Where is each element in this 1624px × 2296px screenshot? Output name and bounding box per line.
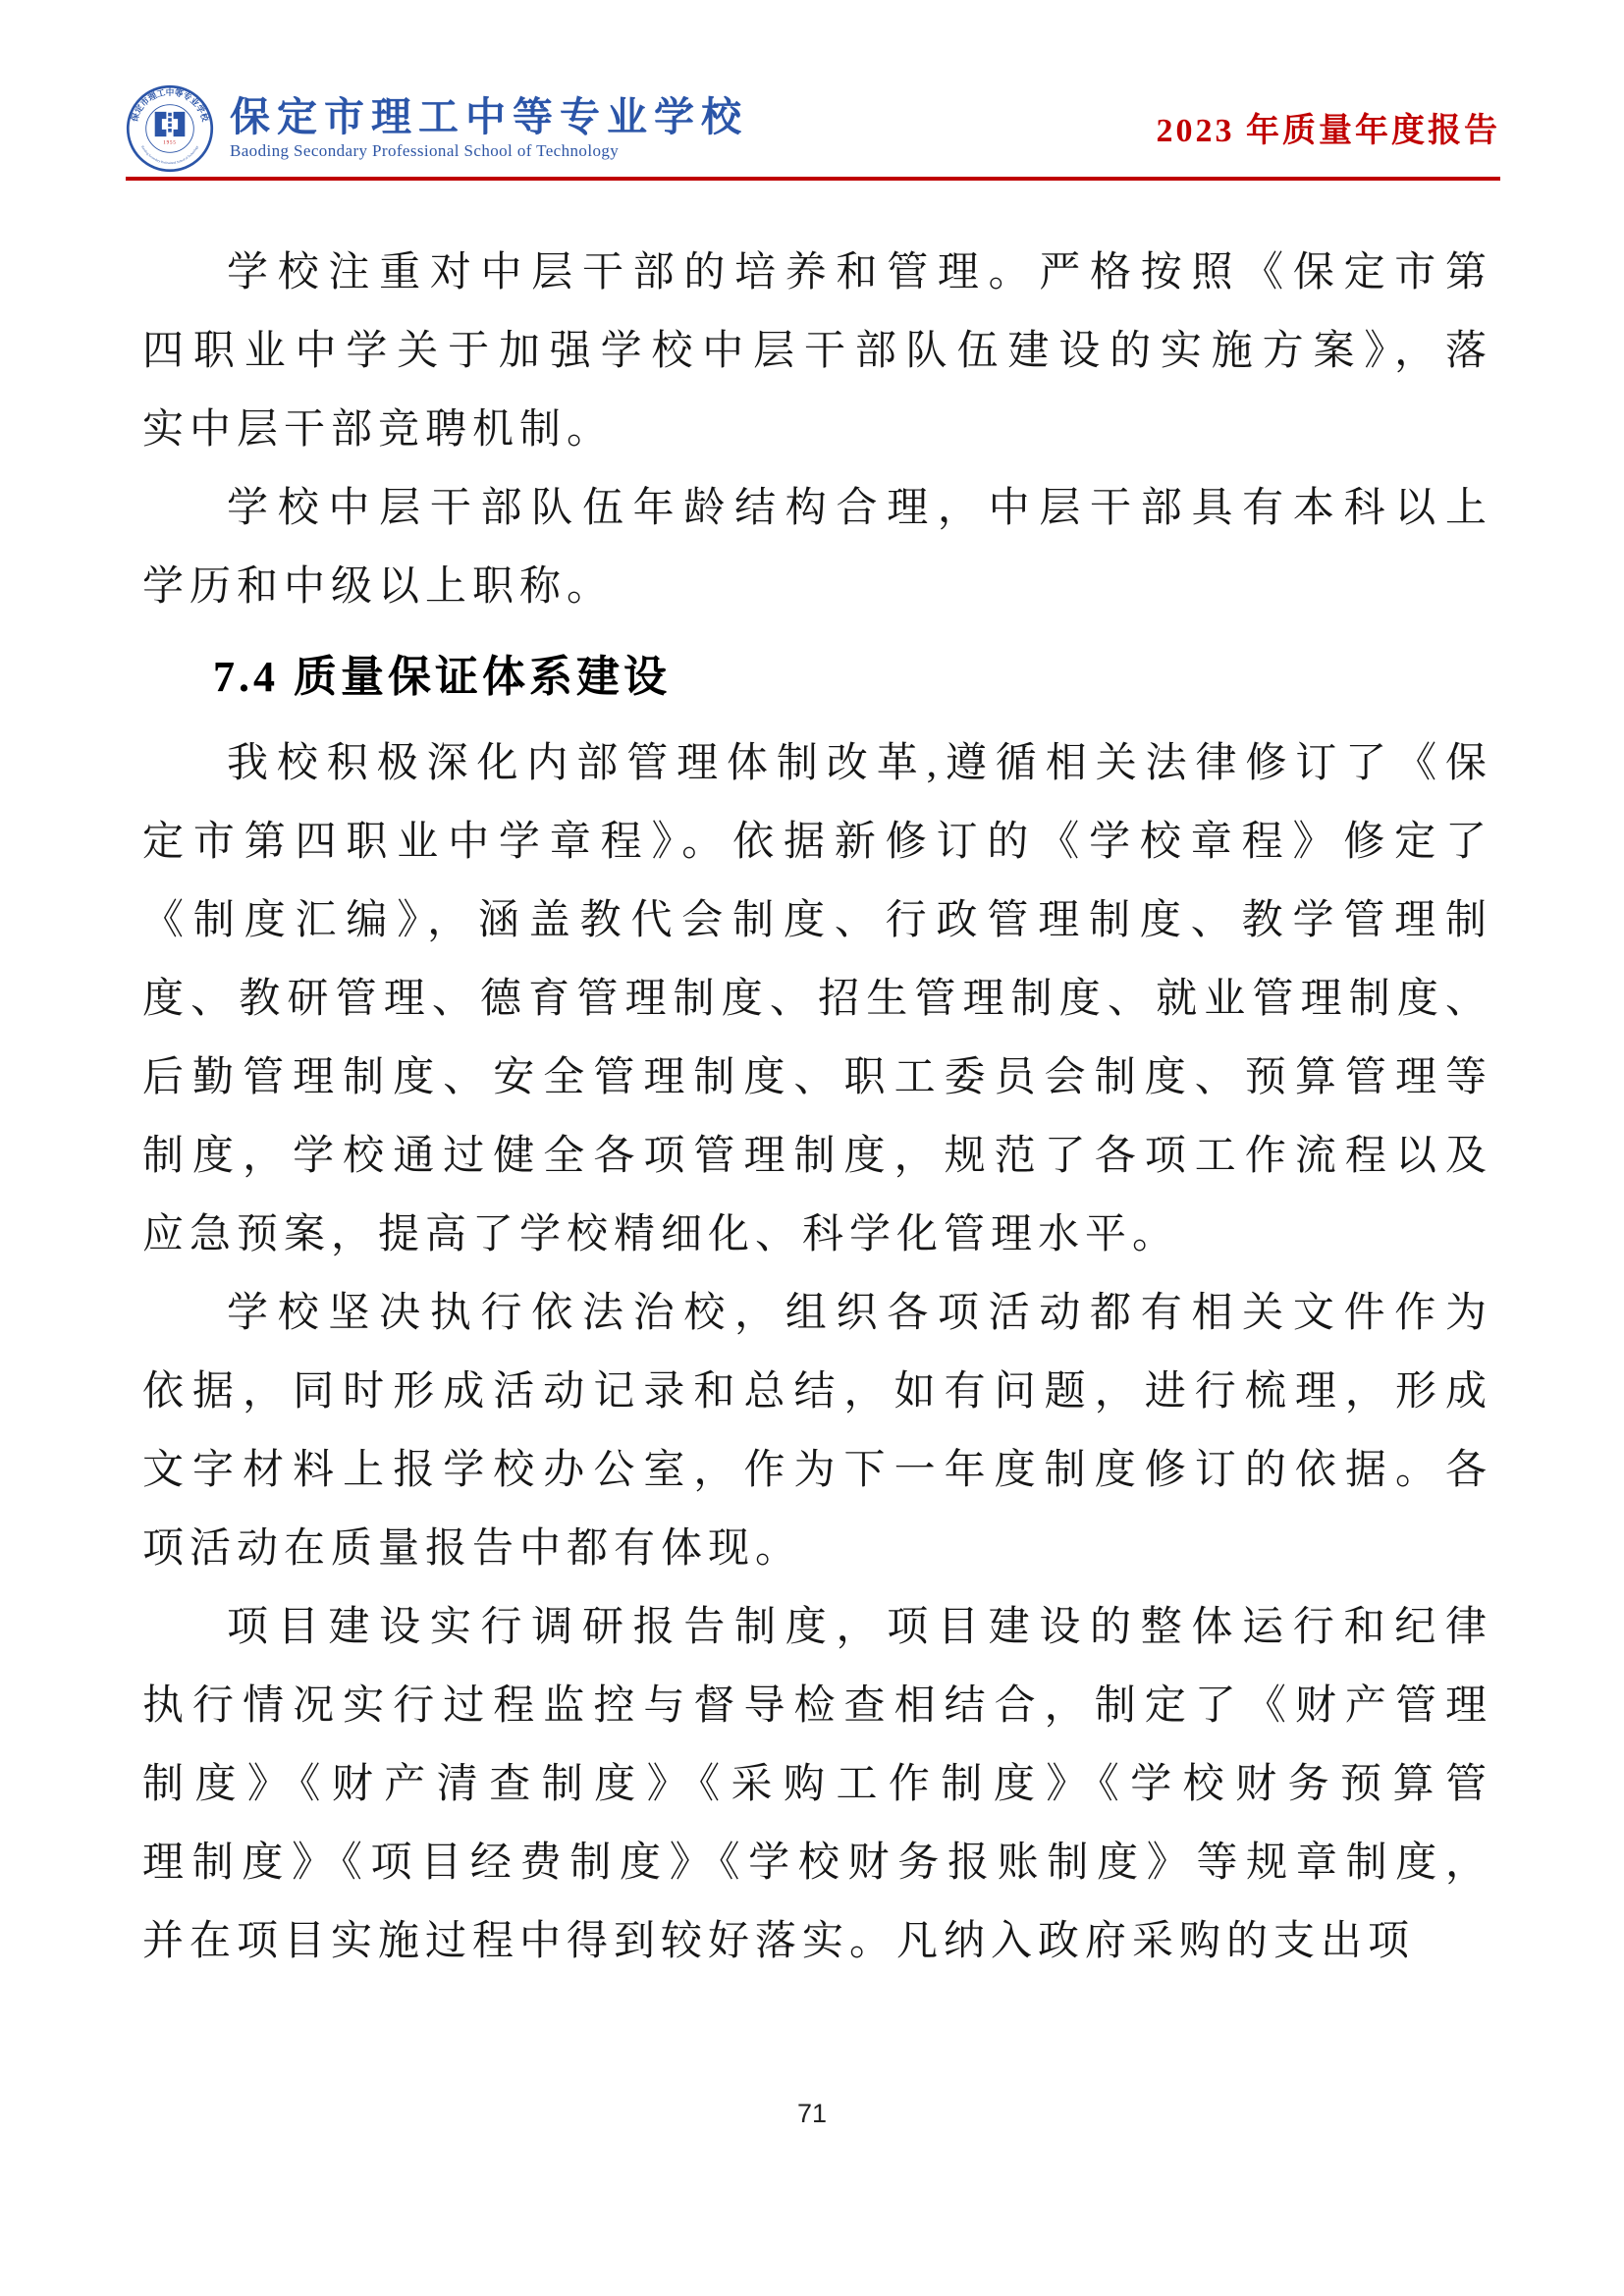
text-line: 实中层干部竞聘机制。 (142, 407, 615, 453)
text-line: 定市第四职业中学章程》。依据新修订的《学校章程》修定了 (142, 820, 1492, 865)
document-body (142, 234, 1492, 1981)
text-line: 《制度汇编》，涵盖教代会制度、行政管理制度、教学管理制 (142, 898, 1492, 943)
school-name-chinese: 保定市理工中等专业学校 (230, 93, 748, 139)
text-line: 学校注重对中层干部的培养和管理。严格按照《保定市第 (227, 250, 1492, 295)
paragraph (142, 469, 1492, 626)
text-line: 项活动在质量报告中都有体现。 (142, 1526, 803, 1572)
text-line: 并在项目实施过程中得到较好落实。凡纳入政府采购的支出项 (142, 1919, 1416, 1964)
logo-arc-chinese-text: 保定市理工中等专业学校 (129, 86, 211, 123)
school-logo-seal (126, 84, 214, 173)
text-line: 执行情况实行过程监控与督导检查相结合，制定了《财产管理 (142, 1683, 1492, 1729)
text-line: 制度，学校通过健全各项管理制度，规范了各项工作流程以及 (142, 1134, 1492, 1179)
page-number: 71 (796, 2099, 828, 2128)
school-name-english: Baoding Secondary Professional School of Technology (230, 141, 620, 161)
paragraph (142, 234, 1492, 469)
paragraph (142, 724, 1492, 1274)
text-line: 我校积极深化内部管理体制改革,遵循相关法律修订了《保 (227, 741, 1492, 786)
text-line: 学校坚决执行依法治校，组织各项活动都有相关文件作为 (227, 1291, 1492, 1336)
text-line: 四职业中学关于加强学校中层干部队伍建设的实施方案》，落 (142, 329, 1492, 374)
text-line: 文字材料上报学校办公室，作为下一年度制度修订的依据。各 (142, 1448, 1492, 1493)
text-line: 度、教研管理、德育管理制度、招生管理制度、就业管理制度、 (142, 977, 1492, 1022)
text-line: 学校中层干部队伍年龄结构合理，中层干部具有本科以上 (227, 486, 1492, 531)
paragraph (142, 1274, 1492, 1588)
school-name-block (230, 93, 748, 161)
text-line: 制度》《财产清查制度》《采购工作制度》《学校财务预算管 (142, 1762, 1492, 1807)
text-line: 后勤管理制度、安全管理制度、职工委员会制度、预算管理等 (142, 1055, 1492, 1100)
paragraph (142, 1588, 1492, 1981)
text-line: 理制度》《项目经费制度》《学校财务报账制度》等规章制度， (142, 1841, 1492, 1886)
section-heading: 7.4 质量保证体系建设 (213, 653, 671, 701)
text-line: 依据，同时形成活动记录和总结，如有问题，进行梳理，形成 (142, 1369, 1492, 1415)
page-header (126, 0, 1500, 181)
logo-arc-english-text: Baoding Secondary Professional School of Technology (140, 144, 199, 166)
text-line: 学历和中级以上职称。 (142, 564, 615, 610)
header-brand (126, 84, 748, 177)
text-line: 项目建设实行调研报告制度，项目建设的整体运行和纪律 (227, 1605, 1492, 1650)
report-title: 2023 年质量年度报告 (1156, 113, 1500, 149)
text-line: 应急预案，提高了学校精细化、科学化管理水平。 (142, 1212, 1180, 1257)
logo-year-label: 1955 (163, 140, 177, 146)
